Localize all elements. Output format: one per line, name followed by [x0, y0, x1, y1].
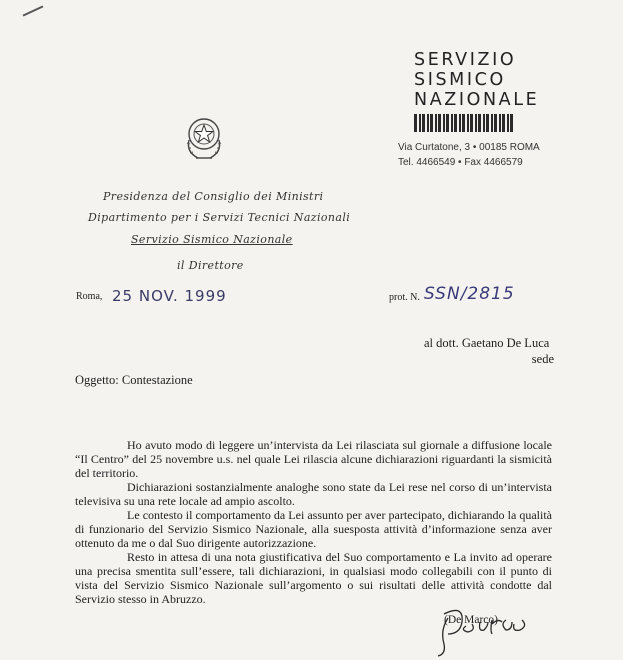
letterhead-logo: [414, 50, 540, 132]
pen-mark: [23, 5, 44, 16]
letterhead-address: [398, 140, 608, 170]
body-paragraph: Ho avuto modo di leggere un’intervista da Lei rilasciata sul giornale a diffusione locale “Il Centro” del 25 novembre u.s. nel quale Lei rilascia alcune dichiarazioni riguardanti la sismicità del territorio.: [75, 438, 552, 480]
city-label: Roma,: [76, 291, 103, 302]
body-paragraph: Le contesto il comportamento da Lei assunto per aver partecipato, dichiarando la qualità di funzionario del Servizio Sismico Nazionale, alla suesposta attività d’informazione senza aver ottenuto da me o dal Suo dirigente autorizzazione.: [75, 508, 552, 550]
letter-body: [75, 438, 552, 606]
body-paragraph: Resto in attesa di una nota giustificativa del Suo comportamento e La invito ad operare una precisa smentita sull’essere, tali dichiarazioni, in qualsiasi modo collegabili con il punto di vista del Servizio Sismico Nazionale sull’argomento o sui risultati delle attività condotte dal Servizio stesso in Abruzzo.: [75, 550, 552, 606]
recipient-block: [424, 335, 554, 367]
logo-line-1: SERVIZIO: [414, 50, 517, 70]
recipient-name: al dott. Gaetano De Luca: [424, 336, 550, 350]
protocol-number: SSN/2815: [424, 284, 515, 304]
handwritten-signature: [430, 600, 550, 658]
logo-line-3: NAZIONALE: [414, 90, 540, 110]
institution-line-dipartimento: Dipartimento per i Servizi Tecnici Nazionali: [88, 211, 351, 224]
date-stamp: 25 NOV. 1999: [112, 287, 227, 305]
institution-line-servizio: Servizio Sismico Nazionale: [131, 233, 293, 246]
protocol-label: prot. N.: [389, 292, 420, 303]
subject-line: Oggetto: Contestazione: [75, 373, 193, 387]
institution-line-presidenza: Presidenza del Consiglio dei Ministri: [103, 190, 324, 203]
address-line-1: Via Curtatone, 3 • 00185 ROMA: [398, 142, 540, 153]
logo-seismogram-bars: [414, 114, 514, 132]
italian-republic-emblem-icon: [180, 112, 228, 164]
signatory-name: (De Marco): [444, 614, 498, 626]
recipient-place: sede: [531, 352, 554, 366]
address-line-2: Tel. 4466549 • Fax 4466579: [398, 157, 523, 168]
logo-line-2: SISMICO: [414, 70, 506, 90]
institution-line-direttore: il Direttore: [177, 259, 244, 272]
body-paragraph: Dichiarazioni sostanzialmente analoghe sono state da Lei rese nel corso di un’intervista televisiva su una rete locale ad ampio ascolto.: [75, 480, 552, 508]
